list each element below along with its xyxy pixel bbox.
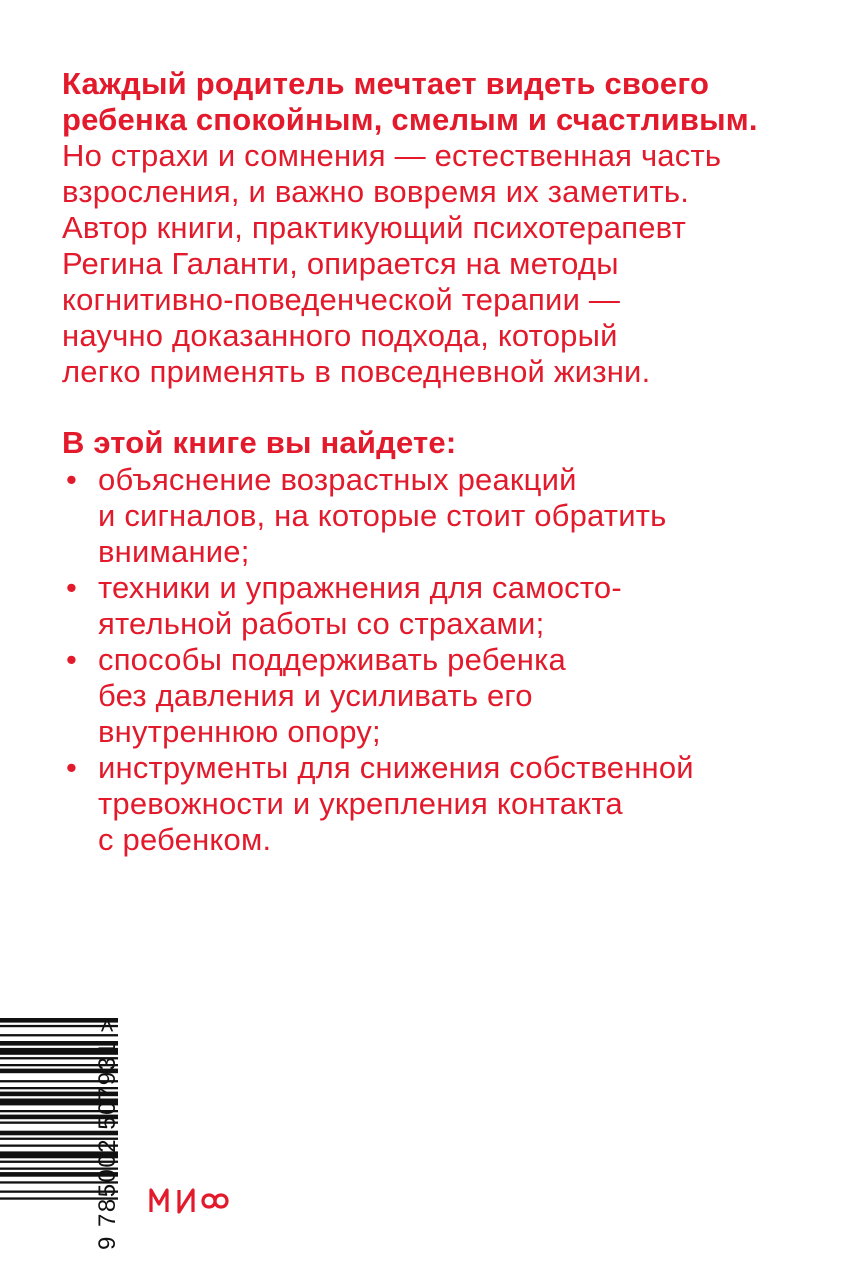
- body-line: легко применять в повседневной жизни.: [62, 354, 651, 389]
- body-line: Автор книги, практикующий психотерапевт: [62, 210, 687, 245]
- body-line: Регина Галанти, опирается на методы: [62, 246, 619, 281]
- publisher-logo: [149, 1182, 249, 1218]
- feature-line: способы поддерживать ребенка: [98, 642, 566, 677]
- body-line: Но страхи и сомнения — естественная часть: [62, 138, 722, 173]
- bullet-icon: •: [66, 462, 78, 497]
- feature-item: [62, 642, 842, 750]
- barcode-digits: 9 785002 507931 >: [94, 1016, 121, 1250]
- features-title: В этой книге вы найдете:: [62, 425, 457, 460]
- feature-item: [62, 570, 842, 642]
- bullet-icon: •: [66, 570, 78, 605]
- feature-line: ятельной работы со страхами;: [98, 606, 545, 641]
- intro-text: [62, 66, 842, 390]
- feature-line: и сигналов, на которые стоит обратить: [98, 498, 667, 533]
- body-line: научно доказанного подхода, который: [62, 318, 618, 353]
- feature-line: техники и упражнения для самосто-: [98, 570, 622, 605]
- lead-line: Каждый родитель мечтает видеть своего: [62, 66, 710, 101]
- feature-line: внутреннюю опору;: [98, 714, 381, 749]
- features-section: [62, 425, 842, 858]
- lead-line: ребенка спокойным, смелым и счастливым.: [62, 102, 758, 137]
- feature-line: внимание;: [98, 534, 250, 569]
- feature-line: объяснение возрастных реакций: [98, 462, 577, 497]
- feature-item: [62, 462, 842, 570]
- feature-line: без давления и усиливать его: [98, 678, 533, 713]
- feature-line: инструменты для снижения собственной: [98, 750, 694, 785]
- feature-item: [62, 750, 842, 858]
- feature-line: тревожности и укрепления контакта: [98, 786, 623, 821]
- bullet-icon: •: [66, 642, 78, 677]
- bullet-icon: •: [66, 750, 78, 785]
- body-line: взросления, и важно вовремя их заметить.: [62, 174, 690, 209]
- feature-line: с ребенком.: [98, 822, 272, 857]
- body-line: когнитивно-поведенческой терапии —: [62, 282, 621, 317]
- feature-list: [62, 462, 842, 858]
